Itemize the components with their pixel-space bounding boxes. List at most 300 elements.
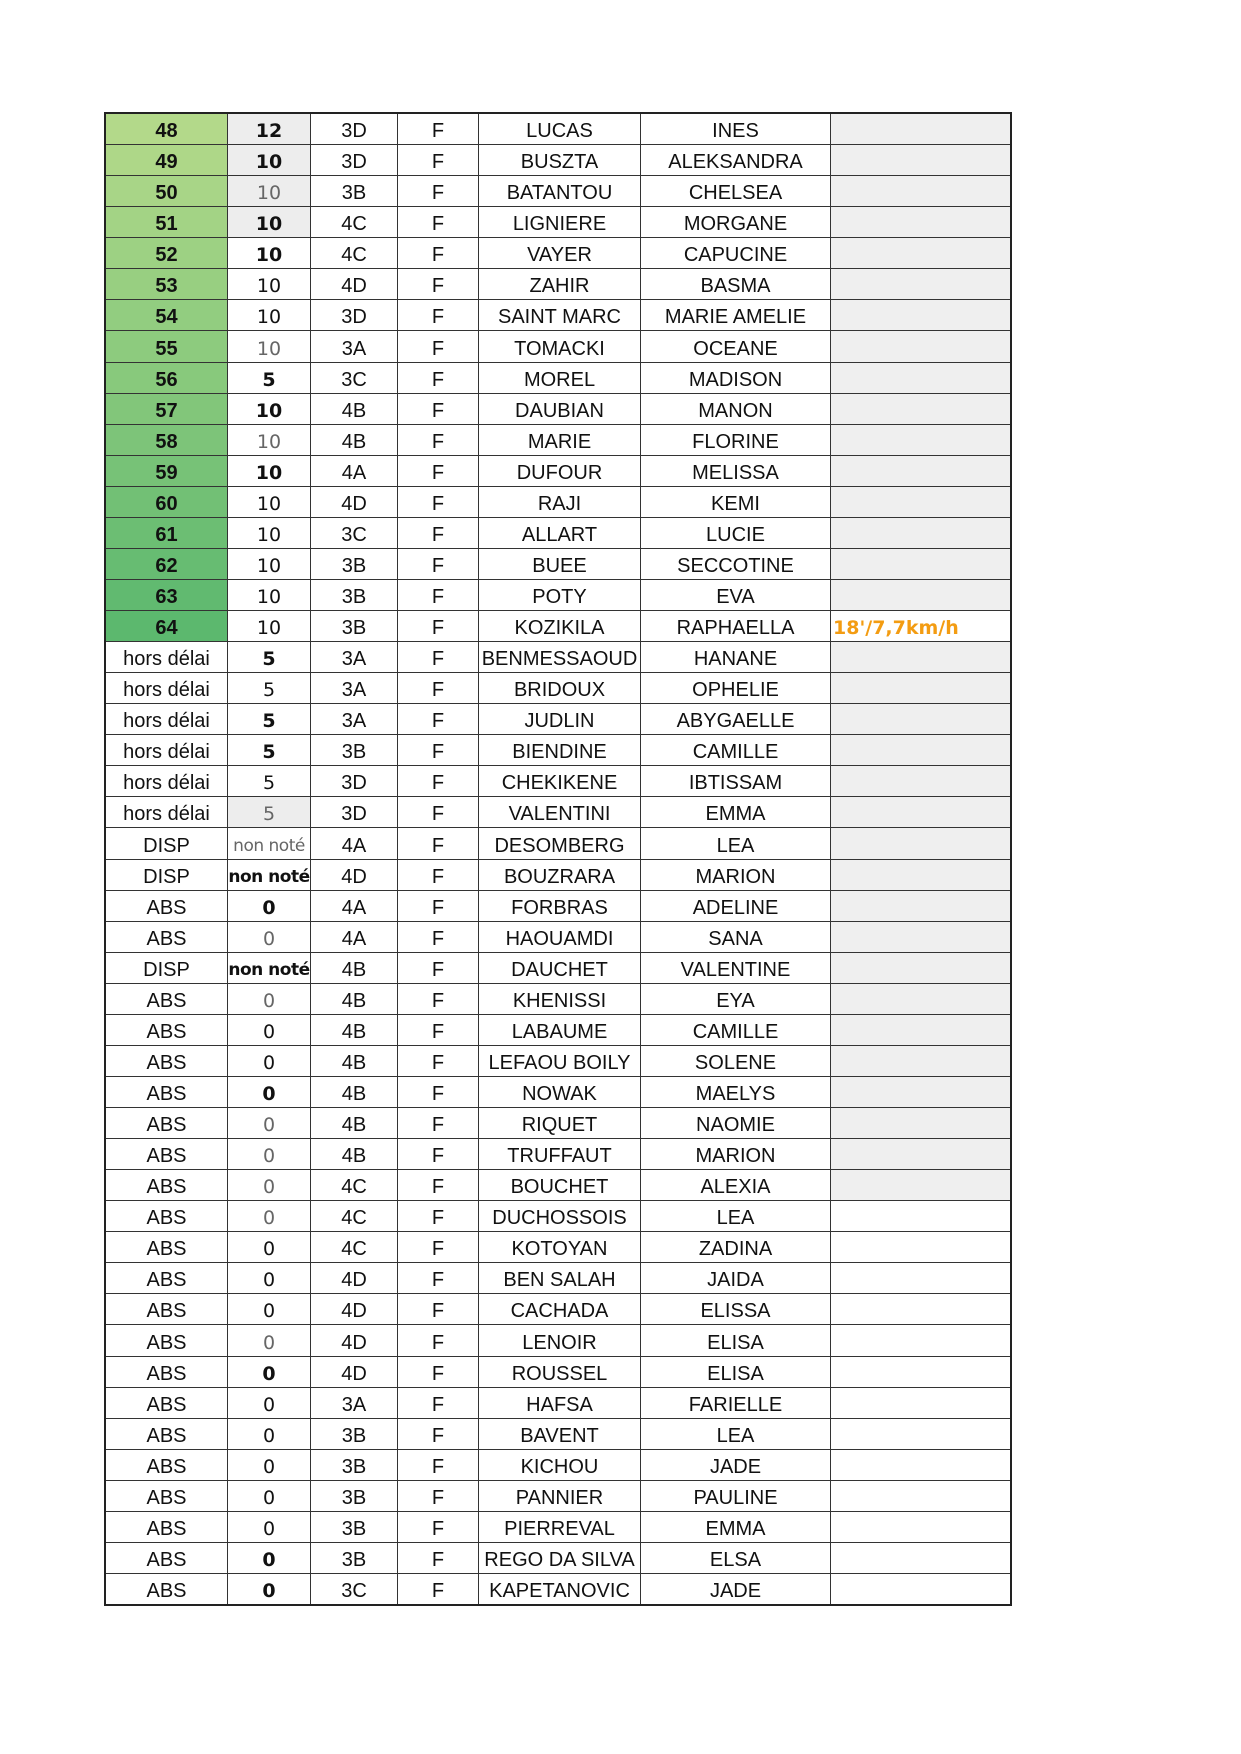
note-cell xyxy=(831,673,1012,704)
sex-cell: F xyxy=(398,921,479,952)
last-name-cell: PANNIER xyxy=(479,1480,641,1511)
last-name-cell: DAUBIAN xyxy=(479,393,641,424)
last-name-cell: SAINT MARC xyxy=(479,300,641,331)
score-cell: 5 xyxy=(228,673,311,704)
note-cell xyxy=(831,1542,1012,1573)
last-name-cell: BAVENT xyxy=(479,1418,641,1449)
sex-cell: F xyxy=(398,890,479,921)
rank-cell: ABS xyxy=(105,983,228,1014)
last-name-cell: LEFAOU BOILY xyxy=(479,1045,641,1076)
score-cell: 5 xyxy=(228,362,311,393)
rank-cell: ABS xyxy=(105,921,228,952)
last-name-cell: FORBRAS xyxy=(479,890,641,921)
table-row xyxy=(105,579,1011,610)
note-cell xyxy=(831,1387,1012,1418)
first-name-cell: EMMA xyxy=(641,1511,831,1542)
rank-cell: ABS xyxy=(105,1325,228,1356)
score-cell: 10 xyxy=(228,207,311,238)
last-name-cell: MOREL xyxy=(479,362,641,393)
rank-cell: DISP xyxy=(105,828,228,859)
first-name-cell: LEA xyxy=(641,828,831,859)
sex-cell: F xyxy=(398,424,479,455)
rank-cell: 61 xyxy=(105,517,228,548)
first-name-cell: INES xyxy=(641,113,831,145)
note-cell xyxy=(831,1263,1012,1294)
sex-cell: F xyxy=(398,1201,479,1232)
note-cell xyxy=(831,1418,1012,1449)
last-name-cell: VAYER xyxy=(479,238,641,269)
score-cell: 0 xyxy=(228,1511,311,1542)
score-cell: 0 xyxy=(228,1480,311,1511)
class-cell: 3D xyxy=(311,766,398,797)
table-row xyxy=(105,1076,1011,1107)
sex-cell: F xyxy=(398,300,479,331)
rank-cell: 55 xyxy=(105,331,228,362)
last-name-cell: KOZIKILA xyxy=(479,611,641,642)
rank-cell: hors délai xyxy=(105,766,228,797)
table-row xyxy=(105,1139,1011,1170)
last-name-cell: REGO DA SILVA xyxy=(479,1542,641,1573)
sex-cell: F xyxy=(398,1294,479,1325)
first-name-cell: ELSA xyxy=(641,1542,831,1573)
rank-cell: 57 xyxy=(105,393,228,424)
first-name-cell: OPHELIE xyxy=(641,673,831,704)
note-cell xyxy=(831,362,1012,393)
class-cell: 4B xyxy=(311,1139,398,1170)
class-cell: 4D xyxy=(311,486,398,517)
class-cell: 3A xyxy=(311,673,398,704)
first-name-cell: JADE xyxy=(641,1573,831,1605)
last-name-cell: BOUZRARA xyxy=(479,859,641,890)
note-cell xyxy=(831,1139,1012,1170)
first-name-cell: FLORINE xyxy=(641,424,831,455)
first-name-cell: ZADINA xyxy=(641,1232,831,1263)
score-cell: 0 xyxy=(228,1294,311,1325)
note-cell xyxy=(831,1014,1012,1045)
rank-cell: ABS xyxy=(105,1076,228,1107)
score-cell: 0 xyxy=(228,1076,311,1107)
class-cell: 3D xyxy=(311,113,398,145)
rank-cell: ABS xyxy=(105,890,228,921)
table-row xyxy=(105,1418,1011,1449)
note-cell xyxy=(831,1201,1012,1232)
rank-cell: ABS xyxy=(105,1139,228,1170)
rank-cell: ABS xyxy=(105,1232,228,1263)
rank-cell: ABS xyxy=(105,1542,228,1573)
first-name-cell: EYA xyxy=(641,983,831,1014)
sex-cell: F xyxy=(398,331,479,362)
class-cell: 3B xyxy=(311,1542,398,1573)
rank-cell: ABS xyxy=(105,1263,228,1294)
note-cell xyxy=(831,331,1012,362)
table-row xyxy=(105,766,1011,797)
first-name-cell: RAPHAELLA xyxy=(641,611,831,642)
table-row xyxy=(105,1232,1011,1263)
score-cell: 0 xyxy=(228,1542,311,1573)
sex-cell: F xyxy=(398,859,479,890)
sex-cell: F xyxy=(398,766,479,797)
table-row xyxy=(105,486,1011,517)
rank-cell: ABS xyxy=(105,1418,228,1449)
last-name-cell: KOTOYAN xyxy=(479,1232,641,1263)
score-cell: 0 xyxy=(228,1449,311,1480)
first-name-cell: FARIELLE xyxy=(641,1387,831,1418)
sex-cell: F xyxy=(398,269,479,300)
score-cell: 0 xyxy=(228,1263,311,1294)
first-name-cell: MARIE AMELIE xyxy=(641,300,831,331)
rank-cell: hors délai xyxy=(105,797,228,828)
class-cell: 4C xyxy=(311,1201,398,1232)
rank-cell: 49 xyxy=(105,145,228,176)
sex-cell: F xyxy=(398,517,479,548)
last-name-cell: ALLART xyxy=(479,517,641,548)
note-cell xyxy=(831,393,1012,424)
table-row xyxy=(105,269,1011,300)
note-cell xyxy=(831,704,1012,735)
sex-cell: F xyxy=(398,1014,479,1045)
last-name-cell: KICHOU xyxy=(479,1449,641,1480)
note-cell xyxy=(831,1356,1012,1387)
first-name-cell: LEA xyxy=(641,1418,831,1449)
first-name-cell: BASMA xyxy=(641,269,831,300)
sex-cell: F xyxy=(398,548,479,579)
table-row xyxy=(105,1045,1011,1076)
table-row xyxy=(105,424,1011,455)
note-cell xyxy=(831,113,1012,145)
table-row xyxy=(105,1573,1011,1605)
note-cell xyxy=(831,269,1012,300)
score-cell: 10 xyxy=(228,517,311,548)
last-name-cell: LABAUME xyxy=(479,1014,641,1045)
sex-cell: F xyxy=(398,983,479,1014)
table-row xyxy=(105,176,1011,207)
last-name-cell: RAJI xyxy=(479,486,641,517)
sex-cell: F xyxy=(398,176,479,207)
rank-cell: 50 xyxy=(105,176,228,207)
class-cell: 3C xyxy=(311,517,398,548)
first-name-cell: EMMA xyxy=(641,797,831,828)
rank-cell: ABS xyxy=(105,1356,228,1387)
rank-cell: hors délai xyxy=(105,704,228,735)
score-cell: 10 xyxy=(228,300,311,331)
first-name-cell: HANANE xyxy=(641,642,831,673)
score-cell: 0 xyxy=(228,1387,311,1418)
score-cell: 0 xyxy=(228,1418,311,1449)
last-name-cell: DESOMBERG xyxy=(479,828,641,859)
sex-cell: F xyxy=(398,828,479,859)
score-cell: 5 xyxy=(228,704,311,735)
sex-cell: F xyxy=(398,1480,479,1511)
note-cell xyxy=(831,145,1012,176)
rank-cell: hors délai xyxy=(105,642,228,673)
note-cell xyxy=(831,890,1012,921)
last-name-cell: BENMESSAOUD xyxy=(479,642,641,673)
class-cell: 3D xyxy=(311,797,398,828)
class-cell: 3C xyxy=(311,1573,398,1605)
score-cell: 10 xyxy=(228,548,311,579)
class-cell: 4B xyxy=(311,1014,398,1045)
first-name-cell: OCEANE xyxy=(641,331,831,362)
table-row xyxy=(105,1294,1011,1325)
note-cell xyxy=(831,238,1012,269)
results-table xyxy=(104,112,1012,1606)
class-cell: 3B xyxy=(311,735,398,766)
last-name-cell: RIQUET xyxy=(479,1108,641,1139)
note-cell xyxy=(831,1076,1012,1107)
last-name-cell: BUSZTA xyxy=(479,145,641,176)
table-row xyxy=(105,1387,1011,1418)
sex-cell: F xyxy=(398,1139,479,1170)
class-cell: 3B xyxy=(311,176,398,207)
class-cell: 4C xyxy=(311,207,398,238)
score-cell: 0 xyxy=(228,921,311,952)
score-cell: 10 xyxy=(228,331,311,362)
last-name-cell: BOUCHET xyxy=(479,1170,641,1201)
note-cell xyxy=(831,735,1012,766)
note-cell xyxy=(831,424,1012,455)
score-cell: 0 xyxy=(228,983,311,1014)
class-cell: 4A xyxy=(311,455,398,486)
first-name-cell: NAOMIE xyxy=(641,1108,831,1139)
class-cell: 3A xyxy=(311,1387,398,1418)
last-name-cell: HAFSA xyxy=(479,1387,641,1418)
last-name-cell: BEN SALAH xyxy=(479,1263,641,1294)
first-name-cell: ADELINE xyxy=(641,890,831,921)
first-name-cell: PAULINE xyxy=(641,1480,831,1511)
table-row xyxy=(105,1449,1011,1480)
last-name-cell: TOMACKI xyxy=(479,331,641,362)
sex-cell: F xyxy=(398,455,479,486)
sex-cell: F xyxy=(398,1325,479,1356)
sex-cell: F xyxy=(398,1542,479,1573)
first-name-cell: IBTISSAM xyxy=(641,766,831,797)
score-cell: non noté xyxy=(228,952,311,983)
table-row xyxy=(105,890,1011,921)
sex-cell: F xyxy=(398,1387,479,1418)
first-name-cell: MELISSA xyxy=(641,455,831,486)
first-name-cell: SOLENE xyxy=(641,1045,831,1076)
score-cell: 10 xyxy=(228,238,311,269)
table-row xyxy=(105,393,1011,424)
score-cell: 0 xyxy=(228,1232,311,1263)
table-row xyxy=(105,921,1011,952)
first-name-cell: EVA xyxy=(641,579,831,610)
class-cell: 4B xyxy=(311,1108,398,1139)
last-name-cell: VALENTINI xyxy=(479,797,641,828)
table-row xyxy=(105,331,1011,362)
rank-cell: 63 xyxy=(105,579,228,610)
sex-cell: F xyxy=(398,1232,479,1263)
class-cell: 4A xyxy=(311,828,398,859)
note-cell xyxy=(831,1232,1012,1263)
note-cell xyxy=(831,1294,1012,1325)
table-row xyxy=(105,145,1011,176)
class-cell: 4B xyxy=(311,1076,398,1107)
rank-cell: 54 xyxy=(105,300,228,331)
last-name-cell: CACHADA xyxy=(479,1294,641,1325)
class-cell: 4B xyxy=(311,983,398,1014)
last-name-cell: CHEKIKENE xyxy=(479,766,641,797)
rank-cell: 48 xyxy=(105,113,228,145)
table-row xyxy=(105,362,1011,393)
score-cell: 0 xyxy=(228,1108,311,1139)
last-name-cell: POTY xyxy=(479,579,641,610)
table-row xyxy=(105,1511,1011,1542)
rank-cell: 52 xyxy=(105,238,228,269)
rank-cell: DISP xyxy=(105,952,228,983)
first-name-cell: MAELYS xyxy=(641,1076,831,1107)
score-cell: 5 xyxy=(228,735,311,766)
note-cell xyxy=(831,1170,1012,1201)
score-cell: 10 xyxy=(228,455,311,486)
note-cell xyxy=(831,1480,1012,1511)
sex-cell: F xyxy=(398,486,479,517)
class-cell: 3B xyxy=(311,1449,398,1480)
class-cell: 4B xyxy=(311,1045,398,1076)
note-cell xyxy=(831,455,1012,486)
table-row xyxy=(105,238,1011,269)
sex-cell: F xyxy=(398,145,479,176)
rank-cell: ABS xyxy=(105,1170,228,1201)
first-name-cell: MORGANE xyxy=(641,207,831,238)
class-cell: 4D xyxy=(311,269,398,300)
class-cell: 3B xyxy=(311,611,398,642)
class-cell: 4B xyxy=(311,424,398,455)
rank-cell: ABS xyxy=(105,1511,228,1542)
rank-cell: 62 xyxy=(105,548,228,579)
note-cell xyxy=(831,176,1012,207)
table-row xyxy=(105,828,1011,859)
rank-cell: ABS xyxy=(105,1480,228,1511)
first-name-cell: MADISON xyxy=(641,362,831,393)
note-cell xyxy=(831,797,1012,828)
first-name-cell: SANA xyxy=(641,921,831,952)
first-name-cell: ALEKSANDRA xyxy=(641,145,831,176)
last-name-cell: HAOUAMDI xyxy=(479,921,641,952)
sex-cell: F xyxy=(398,704,479,735)
score-cell: 10 xyxy=(228,486,311,517)
class-cell: 4A xyxy=(311,921,398,952)
last-name-cell: BUEE xyxy=(479,548,641,579)
note-cell xyxy=(831,1325,1012,1356)
first-name-cell: ABYGAELLE xyxy=(641,704,831,735)
class-cell: 3B xyxy=(311,1418,398,1449)
class-cell: 3A xyxy=(311,642,398,673)
table-row xyxy=(105,642,1011,673)
class-cell: 4C xyxy=(311,1170,398,1201)
table-row xyxy=(105,517,1011,548)
note-cell xyxy=(831,1573,1012,1605)
table-row xyxy=(105,797,1011,828)
class-cell: 4B xyxy=(311,952,398,983)
score-cell: 0 xyxy=(228,1325,311,1356)
last-name-cell: KHENISSI xyxy=(479,983,641,1014)
rank-cell: ABS xyxy=(105,1449,228,1480)
sex-cell: F xyxy=(398,1263,479,1294)
class-cell: 4D xyxy=(311,1294,398,1325)
rank-cell: DISP xyxy=(105,859,228,890)
class-cell: 3D xyxy=(311,145,398,176)
rank-cell: ABS xyxy=(105,1108,228,1139)
sex-cell: F xyxy=(398,362,479,393)
class-cell: 3B xyxy=(311,1480,398,1511)
table-row xyxy=(105,952,1011,983)
rank-cell: ABS xyxy=(105,1573,228,1605)
class-cell: 3A xyxy=(311,704,398,735)
score-cell: 10 xyxy=(228,579,311,610)
sex-cell: F xyxy=(398,1045,479,1076)
sex-cell: F xyxy=(398,1573,479,1605)
sex-cell: F xyxy=(398,1076,479,1107)
sex-cell: F xyxy=(398,611,479,642)
table-row xyxy=(105,1014,1011,1045)
table-row xyxy=(105,1170,1011,1201)
class-cell: 3B xyxy=(311,579,398,610)
sex-cell: F xyxy=(398,642,479,673)
sex-cell: F xyxy=(398,393,479,424)
table-row xyxy=(105,1263,1011,1294)
score-cell: 5 xyxy=(228,642,311,673)
score-cell: 5 xyxy=(228,766,311,797)
first-name-cell: CAMILLE xyxy=(641,735,831,766)
table-row xyxy=(105,1201,1011,1232)
table-row xyxy=(105,1325,1011,1356)
score-cell: 10 xyxy=(228,424,311,455)
last-name-cell: DUFOUR xyxy=(479,455,641,486)
table-row xyxy=(105,673,1011,704)
note-cell xyxy=(831,921,1012,952)
table-row xyxy=(105,859,1011,890)
sex-cell: F xyxy=(398,735,479,766)
sex-cell: F xyxy=(398,1356,479,1387)
rank-cell: 64 xyxy=(105,611,228,642)
note-cell xyxy=(831,579,1012,610)
last-name-cell: NOWAK xyxy=(479,1076,641,1107)
score-cell: 0 xyxy=(228,1573,311,1605)
results-table-body xyxy=(105,113,1011,1605)
note-cell xyxy=(831,207,1012,238)
class-cell: 3B xyxy=(311,548,398,579)
score-cell: 10 xyxy=(228,269,311,300)
first-name-cell: LEA xyxy=(641,1201,831,1232)
note-cell xyxy=(831,300,1012,331)
class-cell: 4D xyxy=(311,1325,398,1356)
first-name-cell: ELISSA xyxy=(641,1294,831,1325)
note-cell xyxy=(831,1449,1012,1480)
rank-cell: hors délai xyxy=(105,735,228,766)
last-name-cell: LENOIR xyxy=(479,1325,641,1356)
first-name-cell: MANON xyxy=(641,393,831,424)
note-cell xyxy=(831,983,1012,1014)
rank-cell: 60 xyxy=(105,486,228,517)
rank-cell: ABS xyxy=(105,1294,228,1325)
score-cell: 0 xyxy=(228,1170,311,1201)
table-row xyxy=(105,611,1011,642)
note-cell xyxy=(831,952,1012,983)
first-name-cell: VALENTINE xyxy=(641,952,831,983)
last-name-cell: BRIDOUX xyxy=(479,673,641,704)
score-cell: 0 xyxy=(228,1045,311,1076)
first-name-cell: CAPUCINE xyxy=(641,238,831,269)
score-cell: 0 xyxy=(228,890,311,921)
sex-cell: F xyxy=(398,1449,479,1480)
sex-cell: F xyxy=(398,207,479,238)
rank-cell: 51 xyxy=(105,207,228,238)
rank-cell: 53 xyxy=(105,269,228,300)
score-cell: 0 xyxy=(228,1201,311,1232)
score-cell: 5 xyxy=(228,797,311,828)
note-cell xyxy=(831,1108,1012,1139)
